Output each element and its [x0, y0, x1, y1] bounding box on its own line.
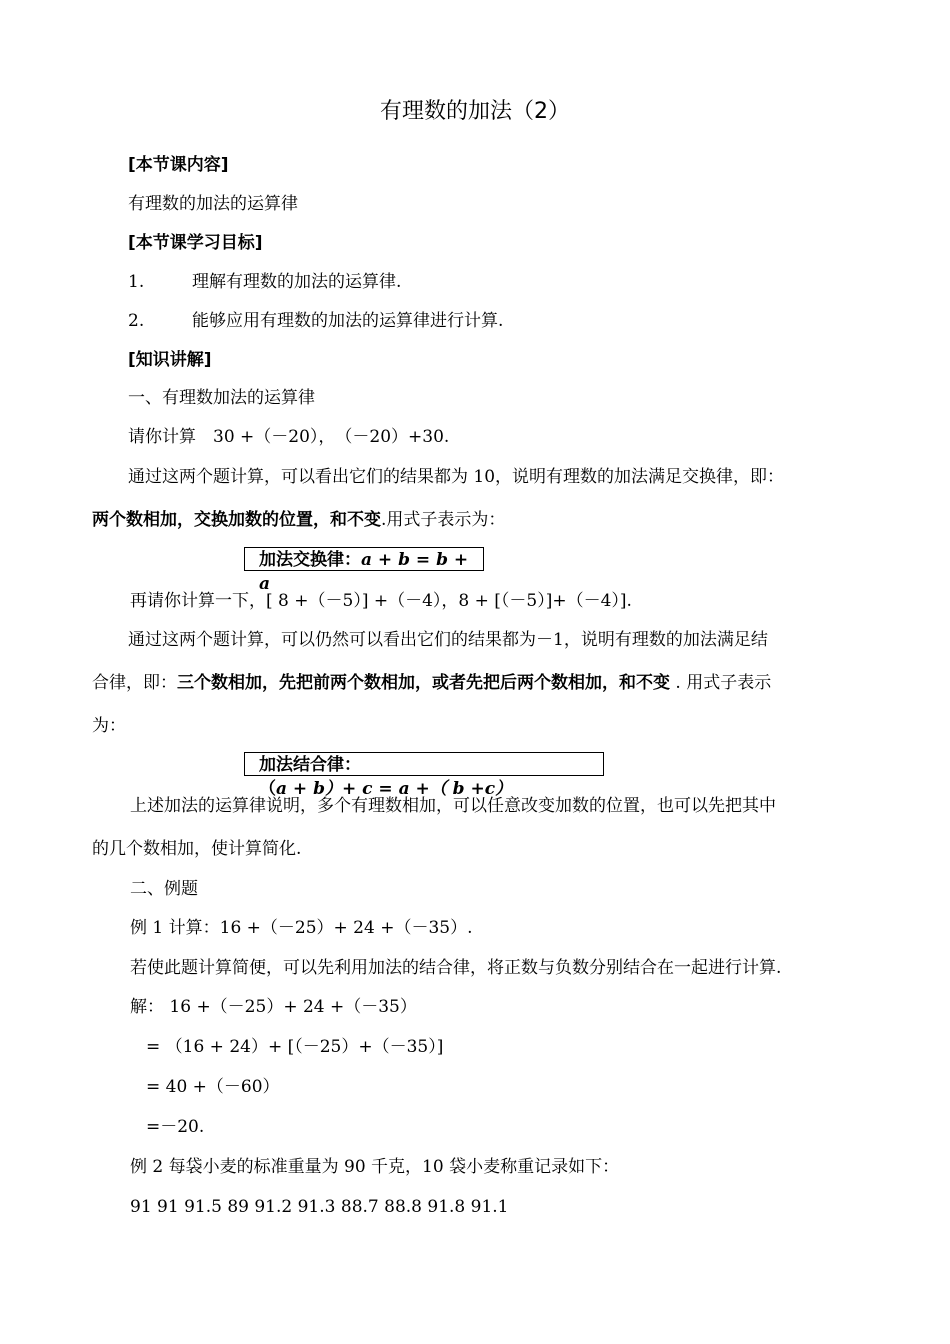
solution-line: =－20. — [146, 1117, 205, 1137]
section-goals-heading: [本节课学习目标] — [128, 233, 263, 253]
goal-item — [128, 270, 144, 294]
section-content-text: 有理数的加法的运算律 — [128, 194, 298, 214]
associative-paragraph-line2 — [92, 671, 771, 695]
solution-line: = （16 + 24）+ [（－25）+（－35）] — [146, 1037, 444, 1057]
associative-law-label: 加法结合律：（ — [259, 755, 361, 799]
associative-law-formula: a + b）+ c = a +（ b +c） — [276, 779, 513, 799]
goal-text: 理解有理数的加法的运算律. — [192, 272, 402, 292]
page-title: 有理数的加法（2） — [380, 99, 570, 124]
solution-line: = 40 +（－60） — [146, 1077, 280, 1097]
calc-prompt-1: 请你计算 30 +（－20）， （－20）+30. — [128, 427, 450, 447]
knowledge-heading: [知识讲解] — [128, 350, 212, 370]
summary-line2: 的几个数相加，使计算简化. — [92, 839, 302, 859]
example1-hint: 若使此题计算简便，可以先利用加法的结合律，将正数与负数分别结合在一起进行计算. — [130, 958, 782, 978]
commutative-tail: .用式子表示为： — [381, 510, 506, 530]
commutative-law-formula: a + b = b + a — [259, 550, 469, 594]
goal-text: 能够应用有理数的加法的运算律进行计算. — [192, 311, 504, 331]
commutative-paragraph-line1: 通过这两个题计算，可以看出它们的结果都为 10，说明有理数的加法满足交换律，即： — [128, 467, 785, 487]
commutative-rule-bold: 两个数相加，交换加数的位置，和不变 — [92, 510, 381, 530]
associative-paragraph-line1: 通过这两个题计算，可以仍然可以看出它们的结果都为－1，说明有理数的加法满足结 — [128, 630, 768, 650]
associative-line2-head: 合律，即： — [92, 673, 177, 693]
associative-tail: . 用式子表示 — [670, 673, 772, 693]
goal-number: 2. — [128, 311, 145, 331]
part1-heading: 一、有理数加法的运算律 — [128, 388, 315, 408]
commutative-law-box — [244, 547, 484, 594]
calc-prompt-2: 再请你计算一下，[ 8 +（－5）] +（－4），8 + [（－5）]+（－4）]. — [130, 591, 632, 611]
example1-question: 例 1 计算：16 +（－25）+ 24 +（－35）. — [130, 918, 473, 938]
commutative-paragraph-line2 — [92, 508, 505, 532]
commutative-law-label: 加法交换律： — [259, 550, 361, 570]
example2-question: 例 2 每袋小麦的标准重量为 90 千克，10 袋小麦称重记录如下： — [130, 1157, 620, 1177]
solution-line: 解： 16 +（－25）+ 24 +（－35） — [130, 997, 417, 1017]
goal-number: 1. — [128, 272, 145, 292]
associative-law-box — [244, 752, 604, 799]
weights-record: 91 91 91.5 89 91.2 91.3 88.7 88.8 91.8 91.1 — [130, 1197, 509, 1217]
associative-rule-bold: 三个数相加，先把前两个数相加，或者先把后两个数相加，和不变 — [177, 673, 670, 693]
section-content-heading: [本节课内容] — [128, 155, 229, 175]
goal-item — [128, 309, 144, 333]
summary-line1: 上述加法的运算律说明，多个有理数相加，可以任意改变加数的位置，也可以先把其中 — [130, 796, 776, 816]
part2-heading: 二、例题 — [130, 879, 198, 899]
associative-paragraph-line3: 为： — [92, 716, 126, 736]
